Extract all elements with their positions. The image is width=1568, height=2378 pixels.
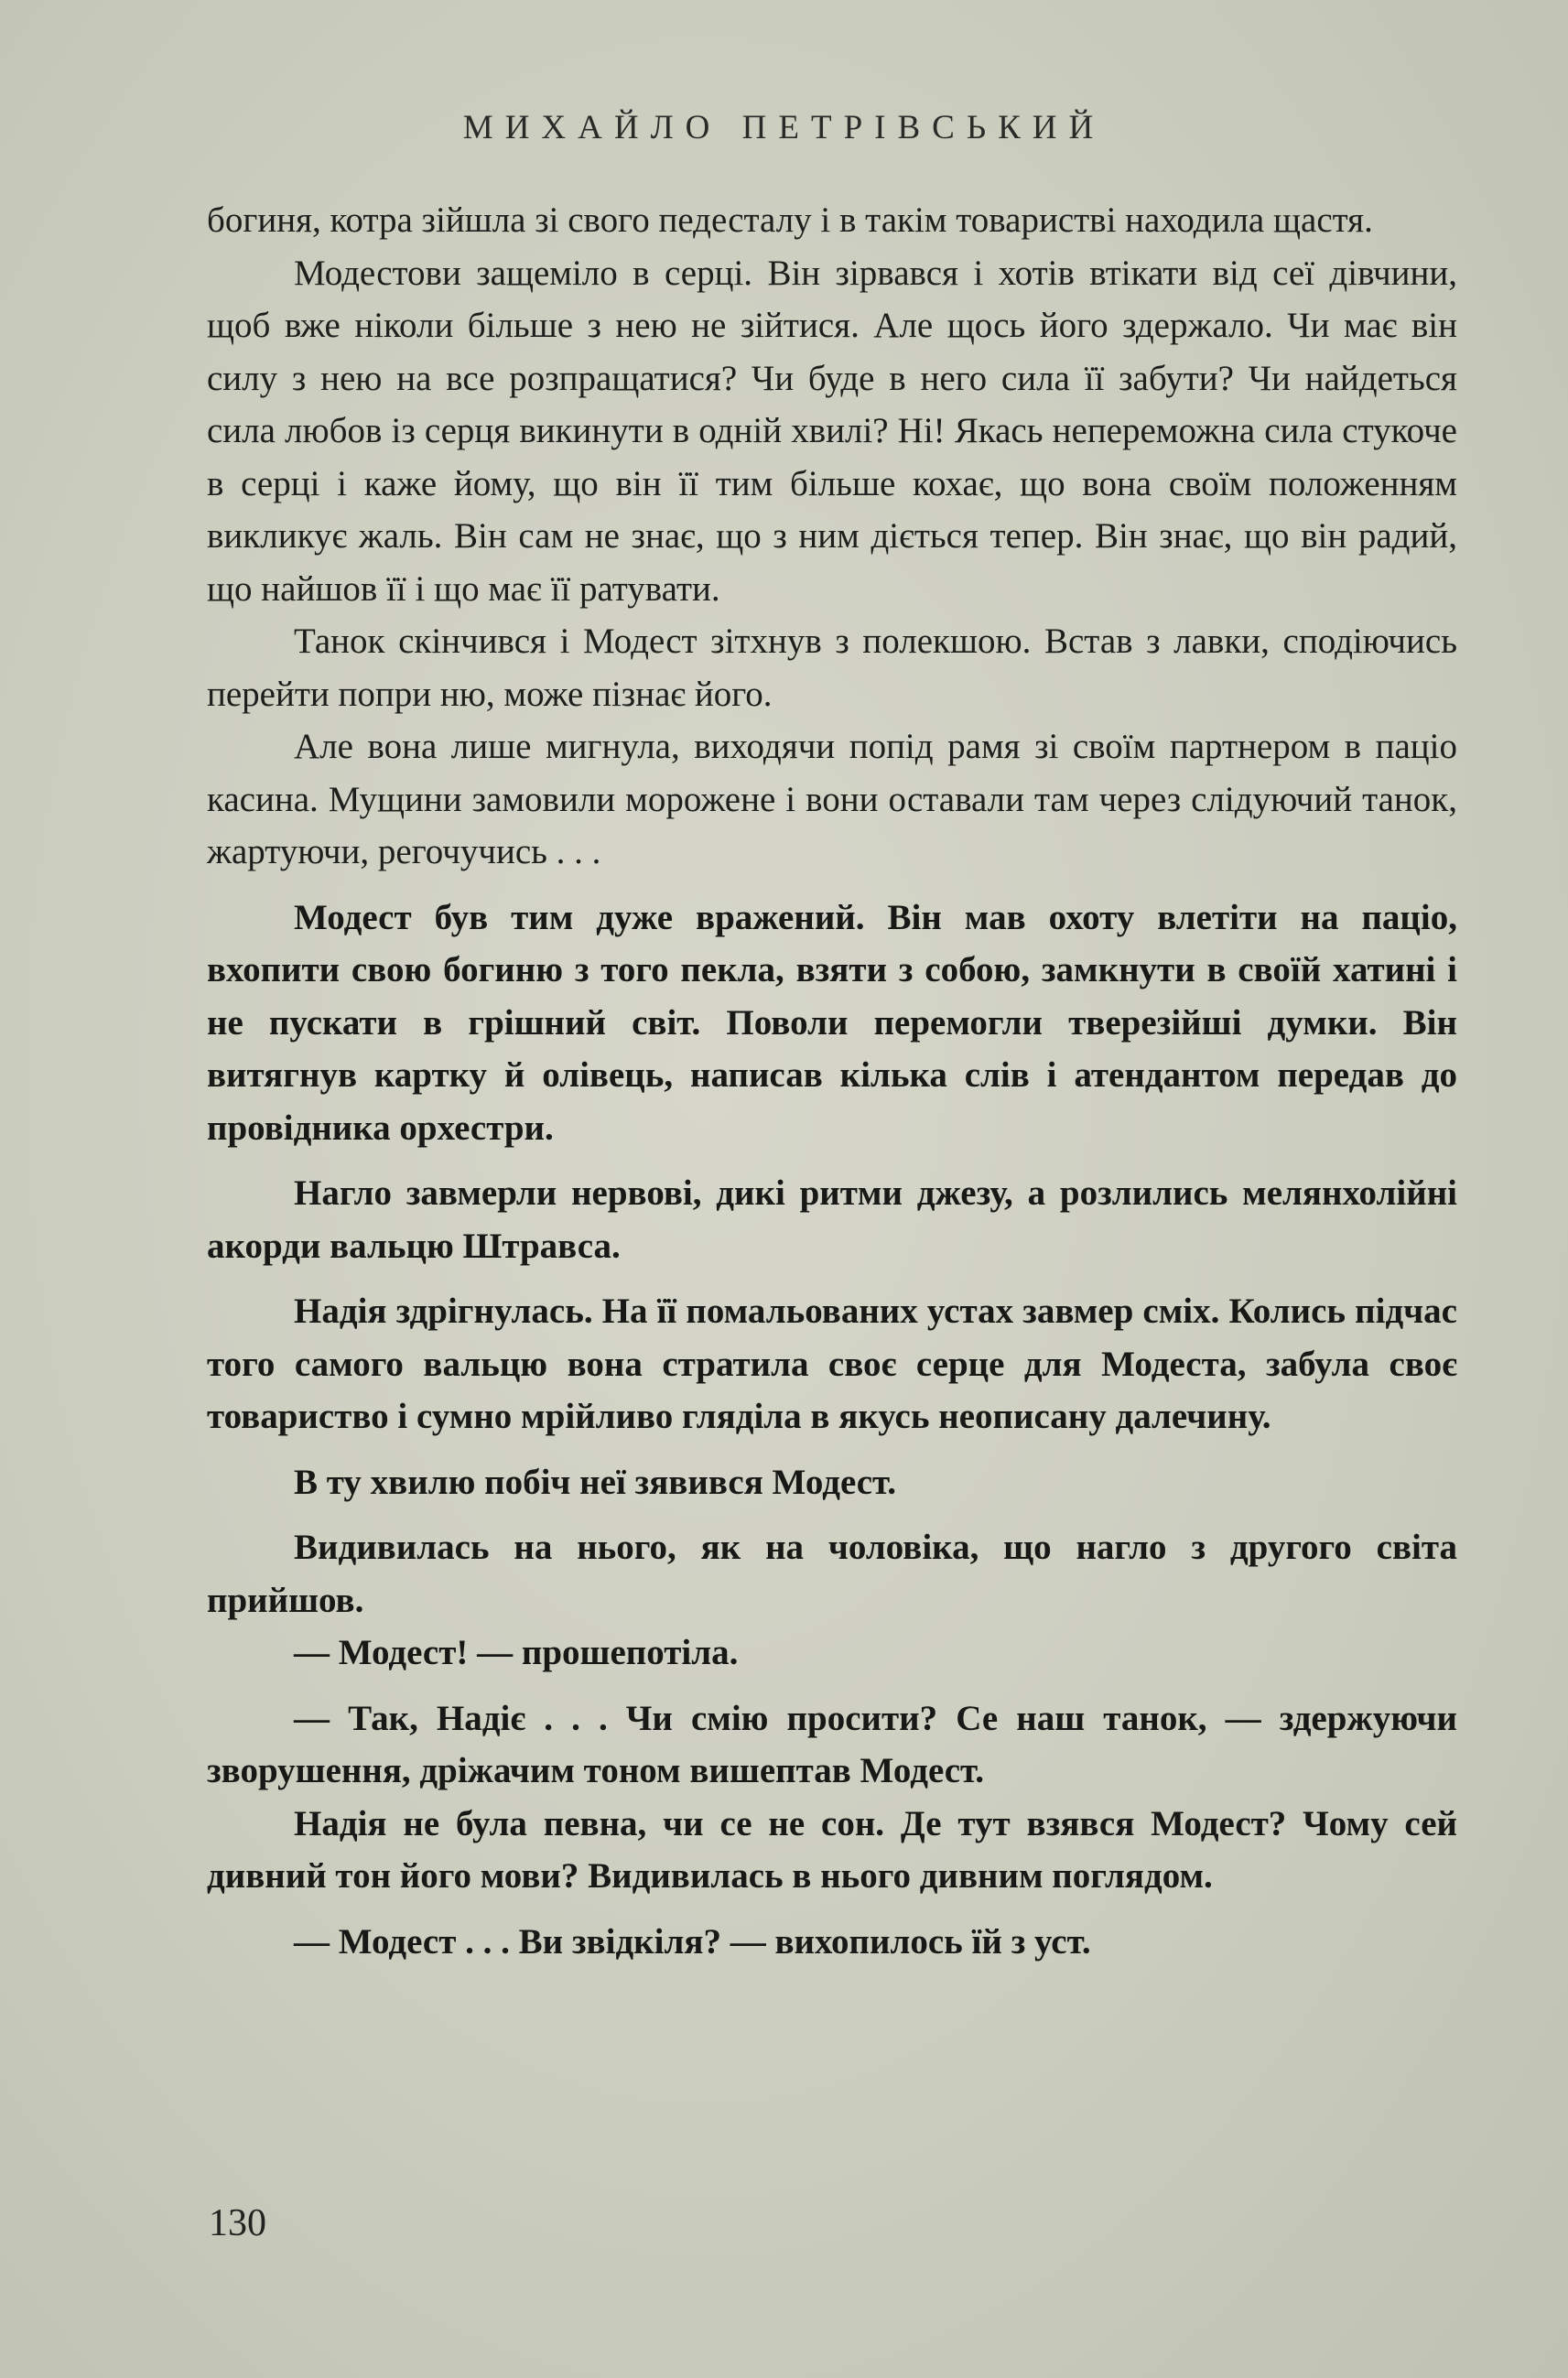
paragraph: — Модест . . . Ви звідкіля? — вихопилось їй з уст. <box>294 1921 1091 1962</box>
paragraph: Видивилась на нього, як на чоловіка, що нагло з другого світа прийшов. <box>207 1528 1457 1620</box>
paragraph: В ту хвилю побіч неї зявився Модест. <box>294 1462 897 1502</box>
paragraph: богиня, котра зійшла зі свого педесталу і в такім товаристві находила щастя. <box>207 200 1373 240</box>
paragraph: Надія не була певна, чи се не сон. Де тут взявся Модест? Чому сей дивний тон його мови? Видивилась в нього дивним поглядом. <box>207 1803 1457 1896</box>
paragraph: Надія здрігнулась. На її помальованих устах завмер сміх. Колись підчас того самого вальцю вона стратила своє серце для Модеста, забула своє товариство і сумно мрійливо гляділа в якусь неописану далечину. <box>207 1292 1457 1436</box>
paragraph: Модестови защеміло в серці. Він зірвався і хотів втікати від сеї дівчини, щоб вже ніколи більше з нею не зійтися. Але щось його здержало. Чи має він силу з нею на все розпращатися? Чи буде в него сила її забути? Чи найдеться сила любов із серця викинути в одній хвилі? Ні! Якась непереможна сила стукоче в серці і каже йому, що він її тим більше кохає, що вона своїм положенням викликує жаль. Він сам не знає, що з ним діється тепер. Він знає, що він радий, що найшов її і що має її ратувати. <box>207 253 1457 609</box>
page-number: 130 <box>209 2202 266 2244</box>
paragraph: — Так, Надіє . . . Чи смію просити? Се наш танок, — здержуючи зворушення, дріжачим тоном вишептав Модест. <box>207 1698 1457 1790</box>
paragraph: Модест був тим дуже вражений. Він мав охоту влетіти на паціо, вхопити свою богиню з того пекла, взяти з собою, замкнути в своїй хатині і не пускати в грішний світ. Поволи перемогли тверезійші думки. Він витягнув картку й олівець, написав кілька слів і атендантом передав до провідника орхестри. <box>207 897 1457 1148</box>
paragraph: Танок скінчився і Модест зітхнув з полекшою. Встав з лавки, сподіючись перейти попри ню, може пізнає його. <box>207 622 1457 714</box>
paragraph: — Модест! — прошепотіла. <box>294 1633 739 1672</box>
body-text <box>207 194 1457 1968</box>
running-title: МИХАЙЛО ПЕТРІВСЬКИЙ <box>462 109 1106 146</box>
paragraph: Нагло завмерли нервові, дикі ритми джезу, а розлились мелянхолійні акорди вальцю Штравса. <box>207 1173 1457 1266</box>
paragraph: Але вона лише мигнула, виходячи попід рамя зі своїм партнером в паціо касина. Мущини замовили морожене і вони оставали там через слідуючий танок, жартуючи, регочучись . . . <box>207 727 1457 871</box>
